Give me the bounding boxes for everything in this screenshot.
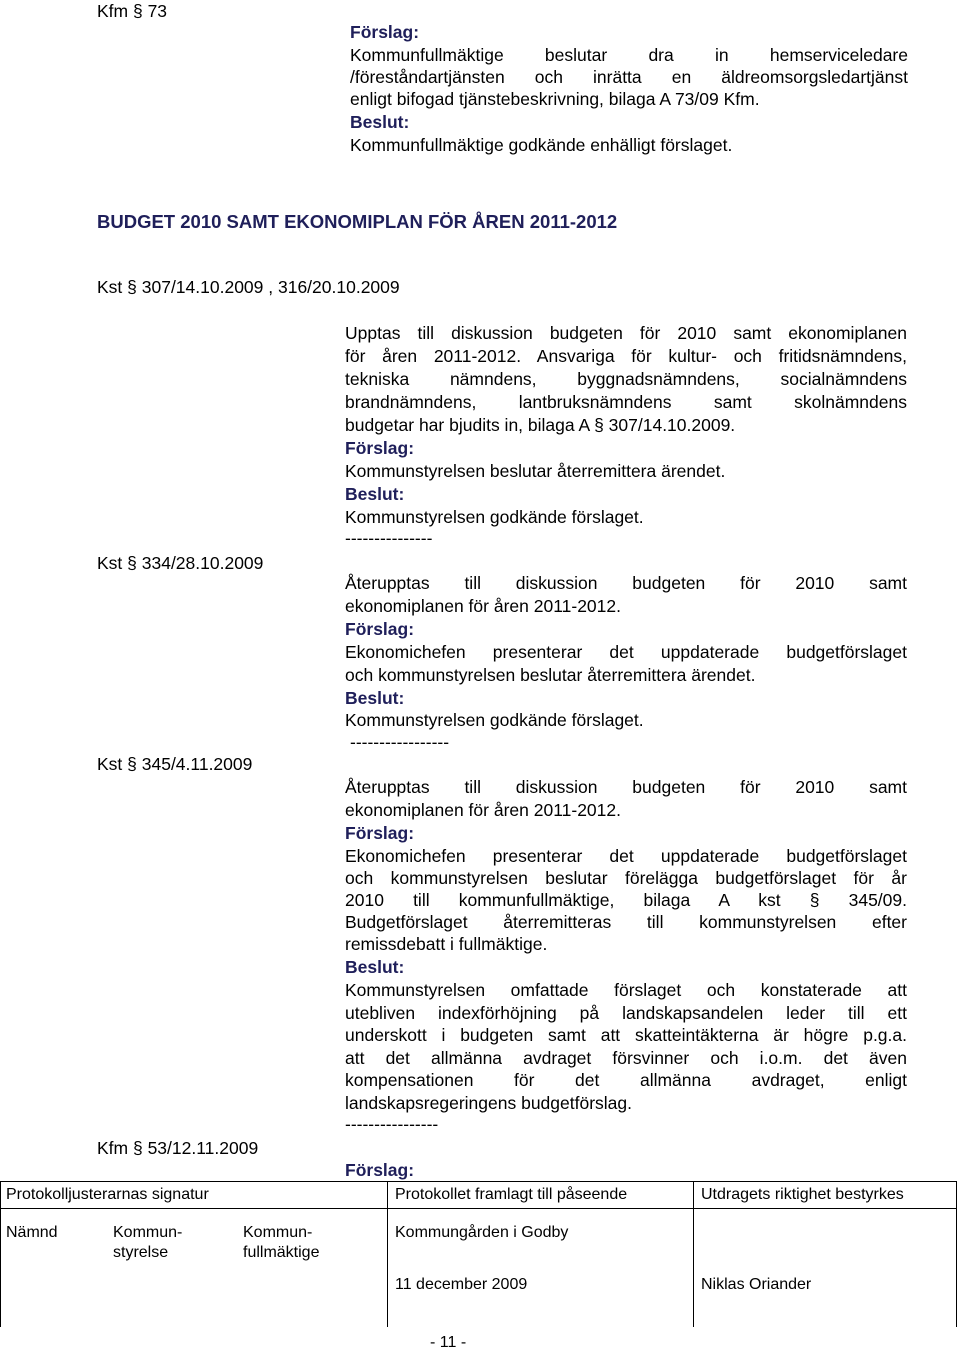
beslut-text: Kommunstyrelsen godkände förslaget. (345, 710, 644, 730)
section1-line: Upptas till diskussion budgeten för 2010 samt ekonomiplanen (345, 323, 907, 343)
footer-place: Kommungården i Godby (395, 1224, 569, 1241)
forslag-line: remissdebatt i fullmäktige. (345, 934, 548, 954)
forslag-line: Kommunfullmäktige beslutar dra in hemserviceledare (350, 45, 908, 65)
beslut-line: underskott i budgeten samt att skatteintäkterna är högre p.g.a. (345, 1025, 907, 1045)
forslag-label: Förslag: (345, 438, 415, 458)
page-number: - 11 - (430, 1334, 467, 1351)
footer-kommunfullmaktige-a: Kommun- (243, 1224, 313, 1241)
footer-kommunstyrelse-a: Kommun- (113, 1224, 183, 1241)
section2-line: Återupptas till diskussion budgeten för 2010 samt (345, 573, 907, 593)
kst-ref-345: Kst § 345/4.11.2009 (97, 754, 253, 774)
section1-line: för åren 2011-2012. Ansvariga för kultur- och fritidsnämndens, (345, 346, 907, 366)
beslut-text: Kommunfullmäktige godkände enhälligt förslaget. (350, 135, 733, 155)
forslag-label: Förslag: (345, 1160, 415, 1180)
footer-signer: Niklas Oriander (701, 1276, 812, 1293)
footer-mid-rule (0, 1208, 957, 1209)
separator: ---------------- (345, 1114, 439, 1134)
kst-ref-334: Kst § 334/28.10.2009 (97, 553, 264, 573)
forslag-line: Ekonomichefen presenterar det uppdaterade budgetförslaget (345, 642, 907, 662)
forslag-line: och kommunstyrelsen beslutar förelägga budgetförslaget för år (345, 868, 907, 888)
footer-divider (956, 1181, 957, 1327)
footer-divider (387, 1181, 388, 1327)
section3-line: Återupptas till diskussion budgeten för 2010 samt (345, 777, 907, 797)
footer-divider (0, 1181, 1, 1327)
beslut-label: Beslut: (345, 484, 405, 504)
forslag-line: 2010 till kommunfullmäktige, bilaga A kst § 345/09. (345, 890, 907, 910)
forslag-label: Förslag: (345, 619, 415, 639)
footer-namnd: Nämnd (6, 1224, 58, 1241)
kfm-ref-53: Kfm § 53/12.11.2009 (97, 1138, 259, 1158)
beslut-line: utebliven indexförhöjning på landskapsandelen leder till ett (345, 1003, 907, 1023)
beslut-line: att det allmänna avdraget försvinner och i.o.m. det även (345, 1048, 907, 1068)
footer-col2-header: Protokollet framlagt till påseende (395, 1186, 628, 1203)
kfm-ref-73: Kfm § 73 (97, 1, 168, 21)
section1-line: brandnämndens, lantbruksnämndens samt skolnämndens (345, 392, 907, 412)
beslut-line: Kommunstyrelsen omfattade förslaget och konstaterade att (345, 980, 907, 1000)
section1-line: budgetar har bjudits in, bilaga A § 307/14.10.2009. (345, 415, 736, 435)
forslag-line: enligt bifogad tjänstebeskrivning, bilaga A 73/09 Kfm. (350, 89, 760, 109)
forslag-line: och kommunstyrelsen beslutar återremittera ärendet. (345, 665, 756, 685)
beslut-text: Kommunstyrelsen godkände förslaget. (345, 507, 644, 527)
section2-line: ekonomiplanen för åren 2011-2012. (345, 596, 621, 616)
footer-col3-header: Utdragets riktighet bestyrkes (701, 1186, 904, 1203)
forslag-line: Budgetförslaget återremitteras till kommunstyrelsen efter (345, 912, 907, 932)
forslag-line: Ekonomichefen presenterar det uppdaterade budgetförslaget (345, 846, 907, 866)
footer-top-rule (0, 1181, 957, 1182)
section-heading: BUDGET 2010 SAMT EKONOMIPLAN FÖR ÅREN 2011-2012 (97, 211, 618, 232)
forslag-text: Kommunstyrelsen beslutar återremittera ärendet. (345, 461, 726, 481)
footer-kommunfullmaktige-b: fullmäktige (243, 1244, 320, 1261)
beslut-line: kompensationen för det allmänna avdraget, enligt (345, 1070, 907, 1090)
forslag-label: Förslag: (350, 22, 420, 42)
beslut-label: Beslut: (345, 957, 405, 977)
footer-divider (693, 1181, 694, 1327)
footer-col1-header: Protokolljusterarnas signatur (6, 1186, 209, 1203)
section1-line: tekniska nämndens, byggnadsnämndens, socialnämndens (345, 369, 907, 389)
forslag-label: Förslag: (345, 823, 415, 843)
footer-date: 11 december 2009 (395, 1276, 528, 1293)
footer-kommunstyrelse-b: styrelse (113, 1244, 169, 1261)
beslut-label: Beslut: (345, 688, 405, 708)
separator: --------------- (345, 528, 433, 548)
separator: ----------------- (350, 732, 450, 752)
kst-ref-307-316: Kst § 307/14.10.2009 , 316/20.10.2009 (97, 277, 400, 297)
section3-line: ekonomiplanen för åren 2011-2012. (345, 800, 621, 820)
beslut-line: landskapsregeringens budgetförslag. (345, 1093, 632, 1113)
forslag-line: /föreståndartjänsten och inrätta en äldreomsorgsledartjänst (350, 67, 908, 87)
beslut-label: Beslut: (350, 112, 410, 132)
